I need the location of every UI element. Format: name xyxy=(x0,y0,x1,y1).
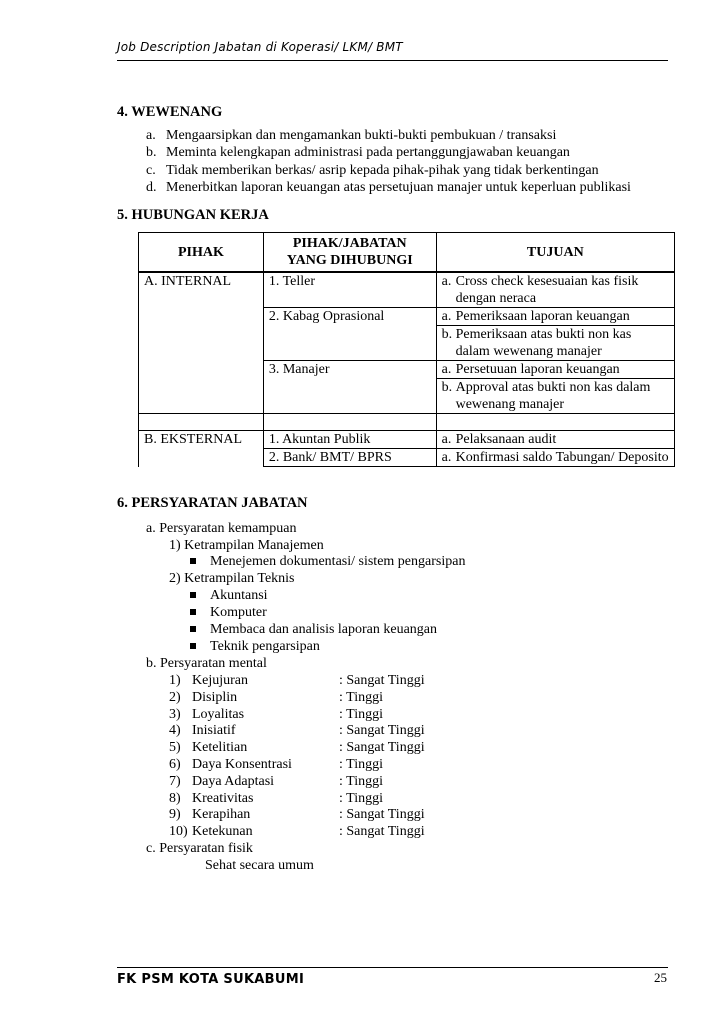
square-bullet-icon xyxy=(190,626,196,632)
mental-item-name: Kerapihan xyxy=(192,807,251,823)
list-item: Akuntansi xyxy=(190,587,268,604)
mental-item-value: : Tinggi xyxy=(339,757,383,772)
mental-item-value: : Tinggi xyxy=(339,773,383,789)
section-4-title: 4. WEWENANG xyxy=(117,104,223,120)
mental-item-name: Inisiatif xyxy=(192,723,236,739)
table-row xyxy=(139,431,675,449)
list-marker: b. xyxy=(146,145,157,160)
section-5-title: 5. HUBUNGAN KERJA xyxy=(117,207,269,223)
list-marker: d. xyxy=(146,180,157,195)
list-item: Komputer xyxy=(190,604,267,621)
square-bullet-icon xyxy=(190,558,196,564)
tujuan-cell xyxy=(436,308,674,361)
mental-item-name: Daya Adaptasi xyxy=(192,773,275,789)
mental-item-number: 2) xyxy=(169,689,181,705)
tujuan-item: a. Cross check kesesuaian kas fisik dengan neraca xyxy=(441,274,639,306)
tujuan-cell xyxy=(436,361,674,414)
square-bullet-icon xyxy=(190,643,196,649)
list-item: Membaca dan analisis laporan keuangan xyxy=(190,621,437,638)
mental-item-name: Kreativitas xyxy=(192,790,254,806)
tujuan-item: a. Pemeriksaan laporan keuangan xyxy=(437,308,674,326)
req-c-label: c. Persyaratan fisik xyxy=(146,841,253,856)
page-number: 25 xyxy=(654,970,667,985)
mental-item-number: 7) xyxy=(169,773,181,789)
header-jabatan-line1: PIHAK/JABATAN xyxy=(292,236,407,251)
list-marker: a. xyxy=(146,128,156,143)
mental-item-number: 1) xyxy=(169,673,181,688)
mental-item-name: Loyalitas xyxy=(192,706,245,722)
table-header-row xyxy=(139,233,675,273)
tujuan-item: b. Pemeriksaan atas bukti non kas dalam wewenang manajer xyxy=(441,327,632,359)
mental-item-value: : Tinggi xyxy=(339,706,383,722)
list-item xyxy=(146,162,599,179)
square-bullet-icon xyxy=(190,609,196,615)
mental-item-value: : Sangat Tinggi xyxy=(339,723,425,739)
header-tujuan: TUJUAN xyxy=(436,233,674,273)
section-6-title: 6. PERSYARATAN JABATAN xyxy=(117,495,308,511)
jabatan-cell: 3. Manajer xyxy=(263,361,436,414)
req-a-sub2-label: 2) Ketrampilan Teknis xyxy=(169,571,295,586)
mental-item-number: 5) xyxy=(169,740,181,756)
header-pihak: PIHAK xyxy=(139,233,264,273)
tujuan-item: a. Pelaksanaan audit xyxy=(441,432,557,447)
mental-item-number: 8) xyxy=(169,790,181,806)
header-jabatan xyxy=(263,233,436,273)
list-item: Teknik pengarsipan xyxy=(190,638,320,655)
table-row xyxy=(139,272,675,308)
mental-item-value: : Sangat Tinggi xyxy=(339,740,425,756)
list-text: Tidak memberikan berkas/ asrip kepada pihak-pihak yang tidak berkentingan xyxy=(166,163,599,178)
mental-item-number: 3) xyxy=(169,706,181,722)
mental-item-value: : Tinggi xyxy=(339,790,383,806)
internal-label: A. INTERNAL xyxy=(139,272,264,414)
list-item xyxy=(146,127,556,144)
tujuan-cell xyxy=(436,449,674,467)
mental-item-name: Kejujuran xyxy=(192,673,248,688)
jabatan-cell: 2. Kabag Oprasional xyxy=(263,308,436,361)
header-jabatan-line2: YANG DIHUBUNGI xyxy=(286,253,413,268)
mental-item-name: Ketelitian xyxy=(192,740,248,756)
page-header: Job Description Jabatan di Koperasi/ LKM/ BMT xyxy=(117,40,403,54)
mental-item-number: 6) xyxy=(169,757,181,772)
req-a-sub1-label: 1) Ketrampilan Manajemen xyxy=(169,538,324,553)
list-item: Menejemen dokumentasi/ sistem pengarsipan xyxy=(190,553,465,570)
mental-item-name: Daya Konsentrasi xyxy=(192,757,292,772)
req-c-text: Sehat secara umum xyxy=(205,858,314,873)
list-text: Mengaarsipkan dan mengamankan bukti-bukti pembukuan / transaksi xyxy=(166,128,557,143)
tujuan-item: b. Approval atas bukti non kas dalam wewenang manajer xyxy=(441,380,651,412)
hubungan-kerja-table xyxy=(138,232,675,467)
req-b-label: b. Persyaratan mental xyxy=(146,656,267,671)
spacer-row xyxy=(139,414,675,431)
jabatan-cell: 1. Akuntan Publik xyxy=(263,431,436,449)
tujuan-item: a. Persetuuan laporan keuangan xyxy=(437,361,674,379)
jabatan-cell: 1. Teller xyxy=(263,272,436,308)
list-item xyxy=(146,179,631,196)
mental-item-value: : Tinggi xyxy=(339,689,383,705)
mental-item-value: : Sangat Tinggi xyxy=(339,807,425,823)
jabatan-cell: 2. Bank/ BMT/ BPRS xyxy=(263,449,436,467)
list-item xyxy=(146,144,570,161)
mental-item-value: : Sangat Tinggi xyxy=(339,673,425,688)
mental-item-number: 10) xyxy=(169,824,188,840)
footer-org: FK PSM KOTA SUKABUMI xyxy=(117,972,305,987)
list-text: Menerbitkan laporan keuangan atas persetujuan manajer untuk keperluan publikasi xyxy=(166,180,631,195)
eksternal-label: B. EKSTERNAL xyxy=(139,431,264,467)
header-rule xyxy=(117,60,668,61)
mental-item-name: Disiplin xyxy=(192,689,238,705)
mental-item-name: Ketekunan xyxy=(192,824,253,840)
list-marker: c. xyxy=(146,163,156,178)
mental-item-number: 9) xyxy=(169,807,181,823)
mental-item-value: : Sangat Tinggi xyxy=(339,824,425,840)
tujuan-cell xyxy=(436,272,674,308)
square-bullet-icon xyxy=(190,592,196,598)
req-a-label: a. Persyaratan kemampuan xyxy=(146,521,297,536)
tujuan-cell xyxy=(436,431,674,449)
footer-rule xyxy=(117,967,668,968)
list-text: Meminta kelengkapan administrasi pada pertanggungjawaban keuangan xyxy=(166,145,570,160)
tujuan-item: a. Konfirmasi saldo Tabungan/ Deposito xyxy=(441,450,669,465)
mental-item-number: 4) xyxy=(169,723,181,739)
